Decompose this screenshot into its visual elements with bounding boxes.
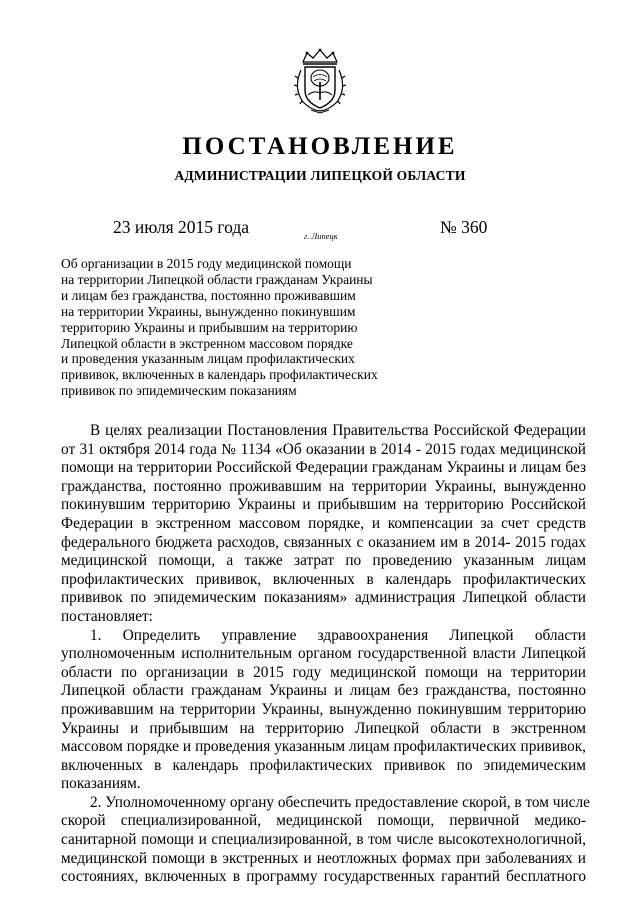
document-body: [61, 422, 590, 887]
body-line: помощи на территории Российской Федерации гражданам Украины и лицам без: [61, 459, 586, 477]
body-line: от 31 октября 2014 года № 1134 «Об оказании в 2014 - 2015 годах медицинской: [61, 440, 586, 458]
subject-line: прививок, включенных в календарь профилактических: [61, 367, 378, 383]
body-line: включенных в календарь профилактических прививок по эпидемическим: [61, 756, 586, 774]
subject-line: на территории Украины, вынужденно покинувшим: [61, 303, 356, 319]
body-line: медицинской помощи в экстренных и неотложных формах при заболеваниях и: [61, 849, 586, 867]
document-city: г. Липецк: [304, 231, 338, 241]
subject-line: прививок по эпидемическим показаниям: [61, 383, 297, 399]
subject-line: и проведения указанным лицам профилактических: [61, 351, 355, 367]
body-line: состояниях, включенных в программу государственных гарантий бесплатного: [61, 868, 586, 886]
subject-line: на территории Липецкой области гражданам Украины: [61, 271, 373, 287]
body-line: В целях реализации Постановления Правительства Российской Федерации: [90, 422, 586, 439]
body-line: федерального бюджета расходов, связанных с оказанием им в 2014- 2015 годах: [61, 533, 586, 551]
body-line: Федерации в экстренном массовом порядке, и компенсации за счет средств: [61, 514, 586, 532]
body-line: области по организации в 2015 году медицинской помощи на территории: [61, 663, 586, 681]
document-subtitle: АДМИНИСТРАЦИИ ЛИПЕЦКОЙ ОБЛАСТИ: [174, 168, 466, 183]
body-line: профилактических прививок, включенных в календарь профилактических: [61, 570, 586, 588]
body-line: уполномоченным исполнительным органом государственной власти Липецкой: [61, 645, 586, 663]
document-number: № 360: [440, 217, 488, 237]
body-line: скорой специализированной, медицинской помощи, первичной медико-: [61, 812, 586, 830]
subject-line: и лицам без гражданства, постоянно проживавшим: [61, 287, 356, 303]
body-line: прививок по эпидемическим показаниям» администрация Липецкой области: [61, 589, 586, 607]
document-subject: [61, 256, 381, 399]
document-title: ПОСТАНОВЛЕНИЕ: [182, 133, 458, 160]
body-line: 2. Уполномоченному органу обеспечить предоставление скорой, в том числе: [90, 793, 590, 811]
body-line: постановляет:: [61, 607, 153, 625]
body-line: Липецкой области гражданам Украины и лицам без гражданства, постоянно: [61, 682, 586, 700]
subject-line: Об организации в 2015 году медицинской помощи: [61, 256, 352, 271]
body-line: покинувшим территорию Украины и прибывшим на территорию Российской: [61, 496, 586, 514]
body-line: 1. Определить управление здравоохранения Липецкой области: [90, 626, 586, 644]
body-line: проживавшим на территории Украины, вынужденно покинувшим территорию: [61, 700, 586, 718]
body-line: массовом порядке и проведения указанным лицам профилактических прививок,: [61, 738, 586, 756]
subject-line: Липецкой области в экстренном массовом порядке: [61, 335, 353, 351]
document-date: 23 июля 2015 года: [113, 217, 250, 237]
body-line: медицинской помощи, а также затрат по проведению указанным лицам: [61, 552, 586, 570]
body-line: показаниям.: [61, 775, 141, 793]
body-line: санитарной помощи и специализированной, в том числе высокотехнологичной,: [61, 831, 586, 849]
body-line: Украины и прибывшим на территорию Липецкой области в экстренном: [61, 719, 586, 737]
subject-line: территорию Украины и прибывшим на территорию: [61, 319, 358, 335]
body-line: гражданства, постоянно проживавшим на территории Украины, вынужденно: [61, 477, 586, 495]
coat-of-arms-icon: [289, 48, 351, 114]
